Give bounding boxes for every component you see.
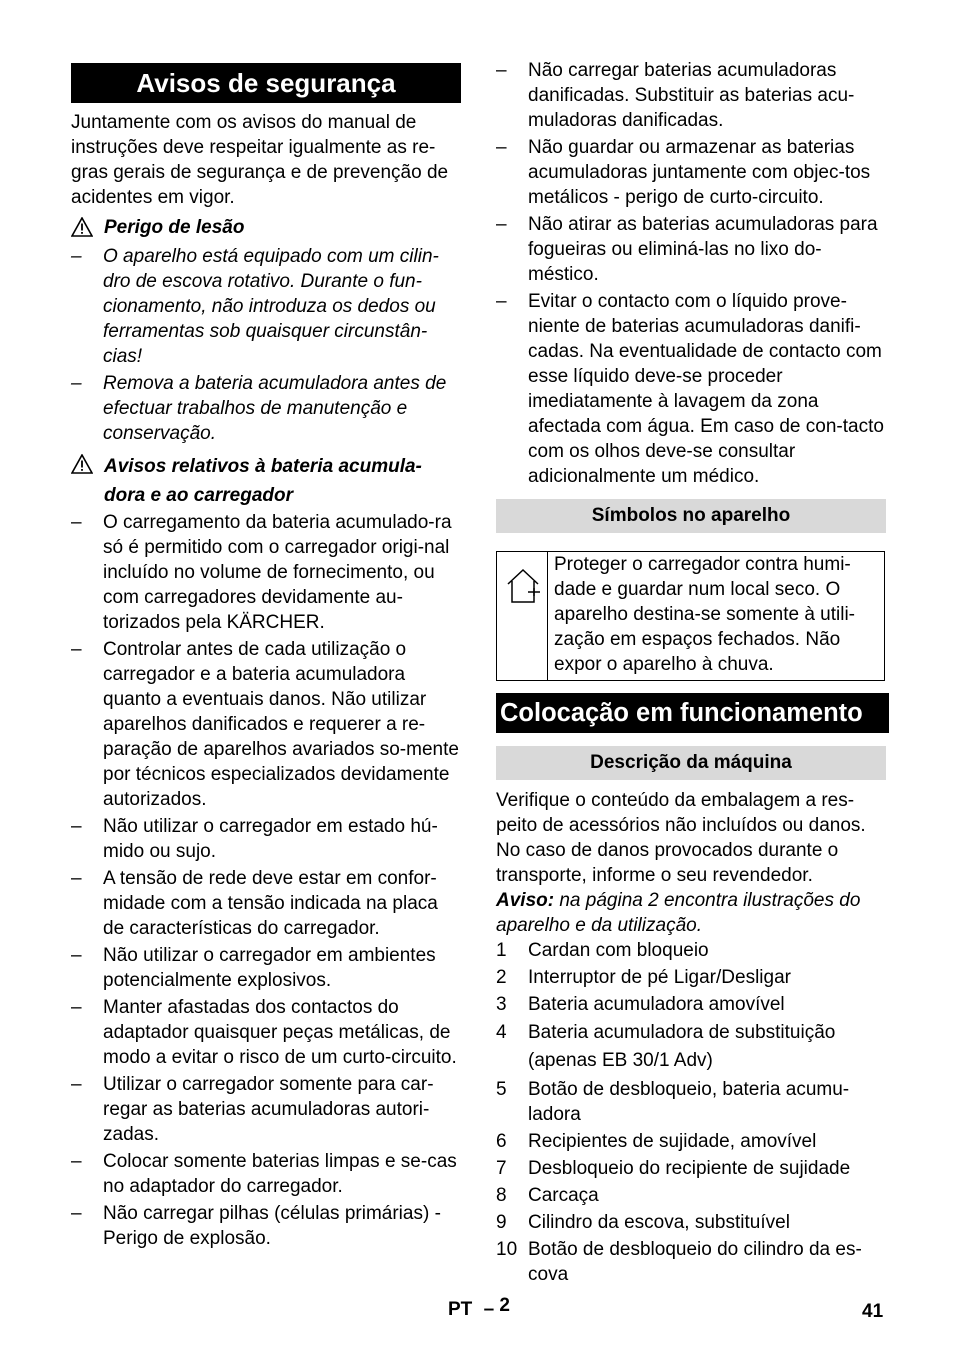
- item-text: Carcaça: [528, 1185, 599, 1206]
- intro-text: Verifique o conteúdo da embalagem a res-peito de acessórios não incluídos ou danos. No caso de danos provocados durante o transporte, informe o seu revendedor.: [496, 790, 866, 886]
- list-item: [496, 1237, 888, 1287]
- item-number: 8: [496, 1185, 507, 1206]
- list-item-text: Não carregar pilhas (células primárias) - Perigo de explosão.: [103, 1203, 441, 1249]
- list-item-text: Remova a bateria acumuladora antes de efectuar trabalhos de manutenção e conservação.: [103, 373, 447, 444]
- list-item: [496, 1183, 888, 1208]
- list-item-text: Não utilizar o carregador em estado hú-mido ou sujo.: [103, 816, 438, 862]
- item-text: Bateria acumuladora de substituição (apenas EB 30/1 Adv): [528, 1022, 836, 1071]
- list-item: [71, 637, 463, 812]
- list-item: [496, 1210, 888, 1235]
- symbol-description: Proteger o carregador contra humi-dade e guardar num local seco. O aparelho destina-se somente à utili-zação em espaços fechados. Não expor o aparelho à chuva.: [554, 554, 856, 675]
- language-code: PT: [448, 1299, 473, 1320]
- list-item-text: Controlar antes de cada utilização o carregador e a bateria acumuladora quanto a eventuais danos. Não utilizar aparelhos danificados e requerer a re-paração de aparelhos avariados so-mente por técnicos especializados devidamente autorizados.: [103, 639, 459, 810]
- item-number: 7: [496, 1158, 507, 1179]
- dash: –: [71, 1074, 82, 1095]
- list-item-text: Manter afastadas dos contactos do adaptador quaisquer peças metálicas, de modo a evitar o risco de um curto-circuito.: [103, 997, 457, 1068]
- dash: –: [71, 997, 82, 1018]
- list-item: [496, 1077, 888, 1127]
- intro-text: Juntamente com os avisos do manual de instruções deve respeitar igualmente as re-gras gerais de segurança e de prevenção de acidentes em vigor.: [71, 112, 449, 208]
- symbol-table: [496, 551, 885, 681]
- dash: –: [71, 512, 82, 533]
- item-number: 3: [496, 994, 507, 1015]
- section-heading-symbols: Símbolos no aparelho: [496, 499, 886, 533]
- list-item: [71, 814, 463, 864]
- list-item: [496, 1019, 888, 1075]
- list-item: [71, 244, 463, 369]
- warning-title-line2: dora e ao carregador: [104, 485, 294, 506]
- footer-separator: –: [483, 1299, 495, 1320]
- section-heading-description: Descrição da máquina: [496, 746, 886, 780]
- safety-intro: [71, 110, 463, 210]
- warning-triangle-icon: [71, 217, 93, 237]
- notice-text: na página 2 encontra ilustrações do aparelho e da utilização.: [496, 890, 861, 936]
- list-item: [71, 1072, 463, 1147]
- list-item-text: Evitar o contacto com o líquido prove-niente de baterias acumuladoras danifi-cadas. Na eventualidade de contacto com esse líquido deve-se proceder imediatamente à lavagem da zona afectada com água. Em caso de con-tacto com os olhos deve-se consultar adicionalmente um médico.: [528, 291, 884, 487]
- dash: –: [496, 291, 507, 312]
- section-heading-safety: Avisos de segurança: [71, 63, 461, 103]
- list-item: [496, 965, 888, 990]
- battery-handling-list: [496, 58, 888, 491]
- warning-heading-battery: [71, 452, 462, 510]
- item-text: Desbloqueio do recipiente de sujidade: [528, 1158, 851, 1179]
- dash: –: [71, 868, 82, 889]
- dash: –: [71, 246, 82, 267]
- list-item-text: O carregamento da bateria acumulado-ra só é permitido com o carregador origi-nal incluído no volume de fornecimento, ou com carregadores devidamente au-torizados pela KÄRCHER.: [103, 512, 452, 633]
- list-item-text: Não carregar baterias acumuladoras danificadas. Substituir as baterias acu-muladoras danificadas.: [528, 60, 855, 131]
- list-item-text: Não utilizar o carregador em ambientes potencialmente explosivos.: [103, 945, 436, 991]
- list-item: [496, 212, 888, 287]
- list-item: [71, 1201, 463, 1251]
- list-item-text: Não atirar as baterias acumuladoras para fogueiras ou eliminá-las no lixo do-méstico.: [528, 214, 878, 285]
- warning-title-line1: Avisos relativos à bateria acumula-: [104, 456, 422, 477]
- notice-paragraph: [496, 888, 888, 938]
- dash: –: [71, 1203, 82, 1224]
- page-number: 41: [862, 1301, 884, 1322]
- item-number: 9: [496, 1212, 507, 1233]
- list-item: [496, 135, 888, 210]
- list-item-text: A tensão de rede deve estar em confor-midade com a tensão indicada na placa de características do carregador.: [103, 868, 438, 939]
- item-text: Cardan com bloqueio: [528, 940, 709, 961]
- symbol-icon-cell: [497, 552, 548, 680]
- list-item: [496, 938, 888, 963]
- section-heading-startup: Colocação em funcionamento: [496, 693, 889, 733]
- item-text: Botão de desbloqueio, bateria acumu-ladora: [528, 1079, 850, 1125]
- parts-list: [496, 938, 888, 1289]
- list-item-text: O aparelho está equipado com um cilin-dro de escova rotativo. Durante o fun-cionamento, não introduza os dedos ou ferramentas sob quaisquer circunstân-cias!: [103, 246, 439, 367]
- item-number: 5: [496, 1079, 507, 1100]
- dash: –: [71, 816, 82, 837]
- item-number: 2: [496, 967, 507, 988]
- item-number: 4: [496, 1022, 507, 1043]
- list-item: [496, 289, 888, 489]
- list-item: [496, 58, 888, 133]
- notice-label: Aviso:: [496, 890, 555, 911]
- list-item: [496, 1156, 888, 1181]
- item-text: Botão de desbloqueio do cilindro da es-cova: [528, 1239, 862, 1285]
- warning-triangle-icon: [71, 454, 93, 474]
- warning-heading-injury: [71, 215, 462, 240]
- dash: –: [71, 1151, 82, 1172]
- dash: –: [496, 137, 507, 158]
- dash: –: [71, 945, 82, 966]
- list-item: [71, 510, 463, 635]
- item-text: Recipientes de sujidade, amovível: [528, 1131, 817, 1152]
- dash: –: [71, 373, 82, 394]
- item-number: 6: [496, 1131, 507, 1152]
- list-item: [71, 943, 463, 993]
- item-number: 1: [496, 940, 507, 961]
- dash: –: [496, 60, 507, 81]
- list-item: [496, 992, 888, 1017]
- list-item-text: Colocar somente baterias limpas e se-cas no adaptador do carregador.: [103, 1151, 457, 1197]
- list-item: [71, 866, 463, 941]
- description-intro: [496, 788, 888, 938]
- warning-injury-list: [71, 244, 463, 448]
- list-item: [496, 1129, 888, 1154]
- warning-title: Perigo de lesão: [104, 217, 245, 238]
- item-text: Cilindro da escova, substituível: [528, 1212, 790, 1233]
- house-indoor-icon: [502, 562, 542, 606]
- list-item: [71, 1149, 463, 1199]
- warning-battery-list: [71, 510, 463, 1253]
- item-number: 10: [496, 1239, 518, 1260]
- item-text: Interruptor de pé Ligar/Desligar: [528, 967, 791, 988]
- footer-language: [448, 1297, 510, 1322]
- list-item: [71, 995, 463, 1070]
- list-item-text: Utilizar o carregador somente para car-regar as baterias acumuladoras autori-zadas.: [103, 1074, 434, 1145]
- dash: –: [496, 214, 507, 235]
- dash: –: [71, 639, 82, 660]
- item-text: Bateria acumuladora amovível: [528, 994, 785, 1015]
- list-item: [71, 371, 463, 446]
- section-page: 2: [499, 1295, 510, 1316]
- list-item-text: Não guardar ou armazenar as baterias acumuladoras juntamente com objec-tos metálicos - perigo de curto-circuito.: [528, 137, 871, 208]
